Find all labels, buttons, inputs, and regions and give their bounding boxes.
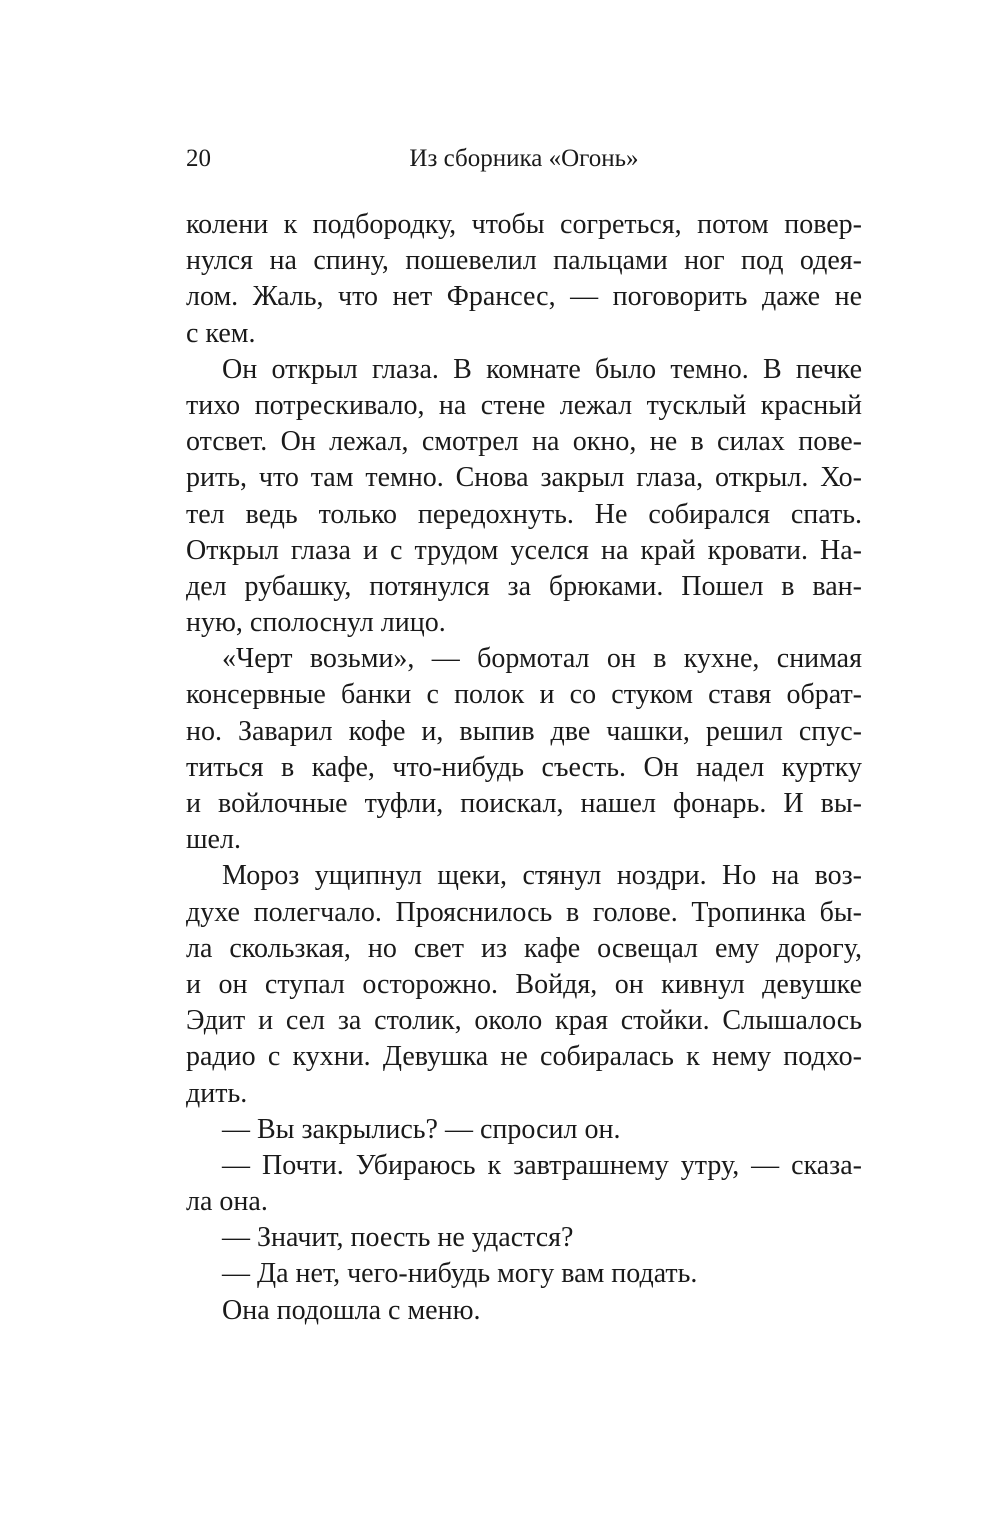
text-line: Открыл глаза и с трудом уселся на край кровати. На- [186, 534, 862, 566]
text-line: дить. [186, 1077, 248, 1109]
running-title: Из сборника «Огонь» [409, 145, 639, 172]
text-line: Он открыл глаза. В комнате было темно. В печке [222, 353, 862, 385]
text-line: ла она. [186, 1186, 268, 1218]
text-line: и войлочные туфли, поискал, нашел фонарь. И вы- [186, 788, 862, 819]
text-line: лом. Жаль, что нет Франсес, — поговорить даже не [186, 281, 862, 313]
text-line: тел ведь только передохнуть. Не собирался спать. [186, 498, 862, 530]
running-head [186, 142, 862, 176]
text-line: Она подошла с меню. [222, 1294, 481, 1326]
text-line: колени к подбородку, чтобы согреться, потом повер- [186, 209, 862, 240]
text-line: отсвет. Он лежал, смотрел на окно, не в силах пове- [186, 426, 862, 458]
text-line: нулся на спину, пошевелил пальцами ног под одея- [186, 245, 862, 277]
text-line: тихо потрескивало, на стене лежал тусклый красный [186, 389, 862, 421]
page-number: 20 [186, 145, 211, 172]
text-line: шел. [186, 824, 241, 856]
dialogue-line: — Значит, поесть не удастся? [222, 1222, 574, 1254]
text-line: духе полегчало. Прояснилось в голове. Тропинка бы- [186, 896, 862, 928]
text-line: ла скользкая, но свет из кафе освещал ему дорогу, [186, 932, 862, 964]
text-line: с кем. [186, 317, 256, 349]
text-line: Мороз ущипнул щеки, стянул ноздри. Но на воз- [222, 860, 862, 892]
text-line: «Черт возьми», — бормотал он в кухне, снимая [222, 643, 862, 675]
text-line: консервные банки с полок и со стуком ставя обрат- [186, 679, 862, 711]
dialogue-line: — Да нет, чего-нибудь могу вам подать. [222, 1258, 698, 1290]
text-line: дел рубашку, потянулся за брюками. Пошел в ван- [186, 570, 862, 602]
text-line: но. Заварил кофе и, выпив две чашки, решил спус- [186, 715, 862, 747]
dialogue-line: — Почти. Убираюсь к завтрашнему утру, — сказа- [222, 1149, 862, 1181]
text-line: титься в кафе, что-нибудь съесть. Он надел куртку [186, 751, 862, 783]
body-text [186, 207, 862, 1329]
text-line: и он ступал осторожно. Войдя, он кивнул девушке [186, 968, 862, 1000]
dialogue-line: — Вы закрылись? — спросил он. [222, 1113, 621, 1145]
text-line: ную, сполоснул лицо. [186, 607, 446, 639]
text-line: Эдит и сел за столик, около края стойки. Слышалось [186, 1005, 862, 1037]
text-line: радио с кухни. Девушка не собиралась к нему подхо- [186, 1041, 862, 1073]
text-line: рить, что там темно. Снова закрыл глаза, открыл. Хо- [186, 462, 862, 494]
